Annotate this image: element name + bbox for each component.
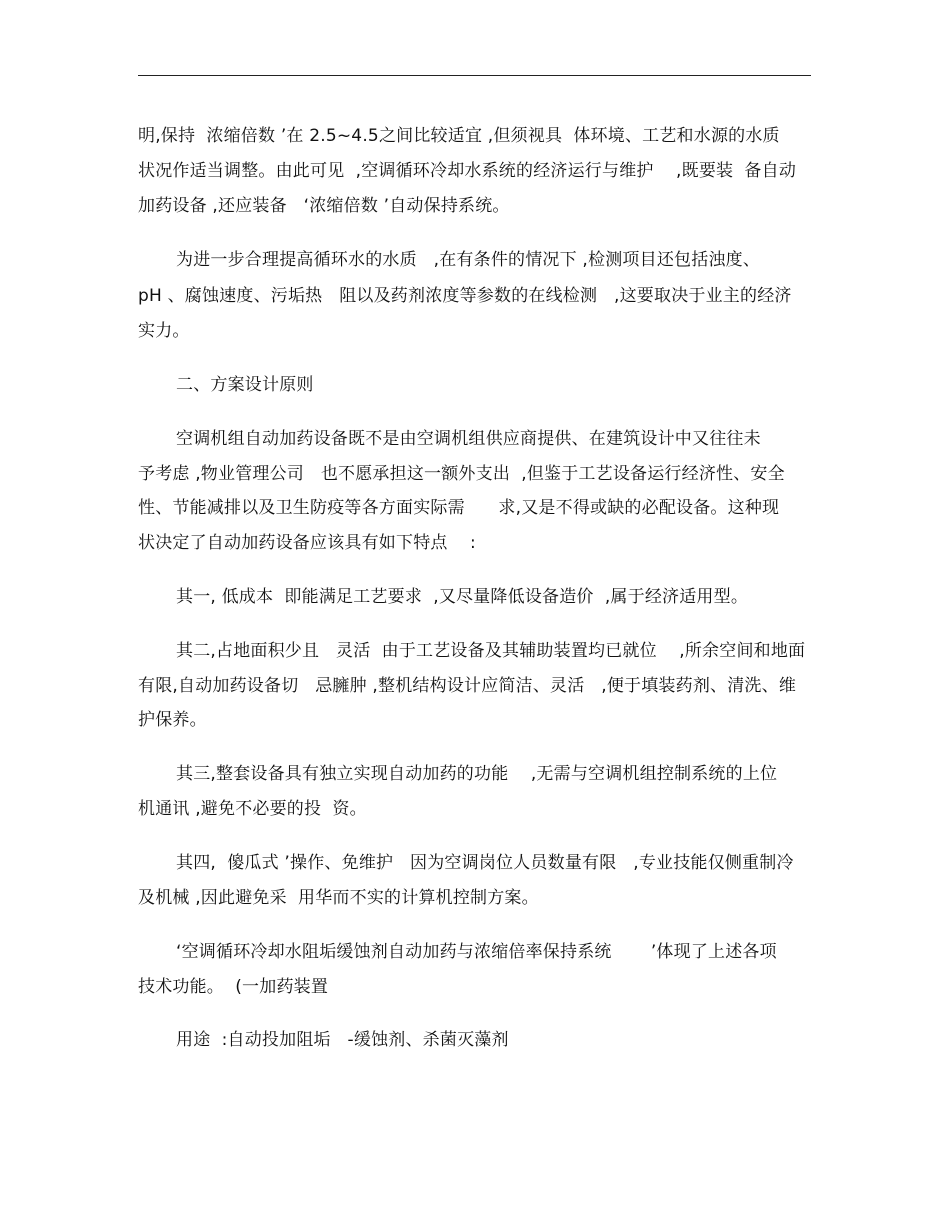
text-line: 及机械 ,因此避免采 用华而不实的计算机控制方案。 xyxy=(138,888,539,908)
section-heading: 二、方案设计原则 xyxy=(176,375,314,395)
text-line: pH 、腐蚀速度、污垢热 阻以及药剂浓度等参数的在线检测 ,这要取决于业主的经济 xyxy=(138,286,792,306)
text-line: 性、节能减排以及卫生防疫等各方面实际需 求,又是不得或缺的必配设备。这种现 xyxy=(138,498,780,518)
text-line: 为进一步合理提高循环水的水质 ,在有条件的情况下 ,检测项目还包括浊度、 xyxy=(176,250,761,270)
text-line: 其一, 低成本 即能满足工艺要求 ,又尽量降低设备造价 ,属于经济适用型。 xyxy=(176,587,749,607)
text-line: 状决定了自动加药设备应该具有如下特点 : xyxy=(138,533,476,553)
text-line: 用途 :自动投加阻垢 -缓蚀剂、杀菌灭藻剂 xyxy=(176,1030,509,1050)
text-line: 予考虑 ,物业管理公司 也不愿承担这一额外支出 ,但鉴于工艺设备运行经济性、安全 xyxy=(138,464,785,484)
header-rule xyxy=(138,75,811,76)
text-line: 其四, 傻瓜式 ’操作、免维护 因为空调岗位人员数量有限 ,专业技能仅侧重制冷 xyxy=(176,853,794,873)
text-line: 明,保持 浓缩倍数 ’在 2.5~4.5之间比较适宜 ,但须视具 体环境、工艺和水源的水质 xyxy=(138,126,780,146)
text-line: 机通讯 ,避免不必要的投 资。 xyxy=(138,799,367,819)
text-line: 技术功能。 (一加药装置 xyxy=(138,977,329,997)
text-line: 加药设备 ,还应装备 ‘浓缩倍数 ’自动保持系统。 xyxy=(138,196,510,216)
text-line: 空调机组自动加药设备既不是由空调机组供应商提供、在建筑设计中又往往未 xyxy=(176,429,761,449)
text-line: 其三,整套设备具有独立实现自动加药的功能 ,无需与空调机组控制系统的上位 xyxy=(176,764,778,784)
text-line: 其二,占地面积少且 灵活 由于工艺设备及其辅助装置均已就位 ,所余空间和地面 xyxy=(176,641,806,661)
text-line: 护保养。 xyxy=(138,710,207,730)
text-line: 状况作适当调整。由此可见 ,空调循环冷却水系统的经济运行与维护 ,既要装 备自动 xyxy=(138,161,797,181)
text-line: 有限,自动加药设备切 忌臃肿 ,整机结构设计应简洁、灵活 ,便于填装药剂、清洗、维 xyxy=(138,676,797,696)
text-line: ‘空调循环冷却水阻垢缓蚀剂自动加药与浓缩倍率保持系统 ’体现了上述各项 xyxy=(176,942,777,962)
text-line: 实力。 xyxy=(138,321,190,341)
